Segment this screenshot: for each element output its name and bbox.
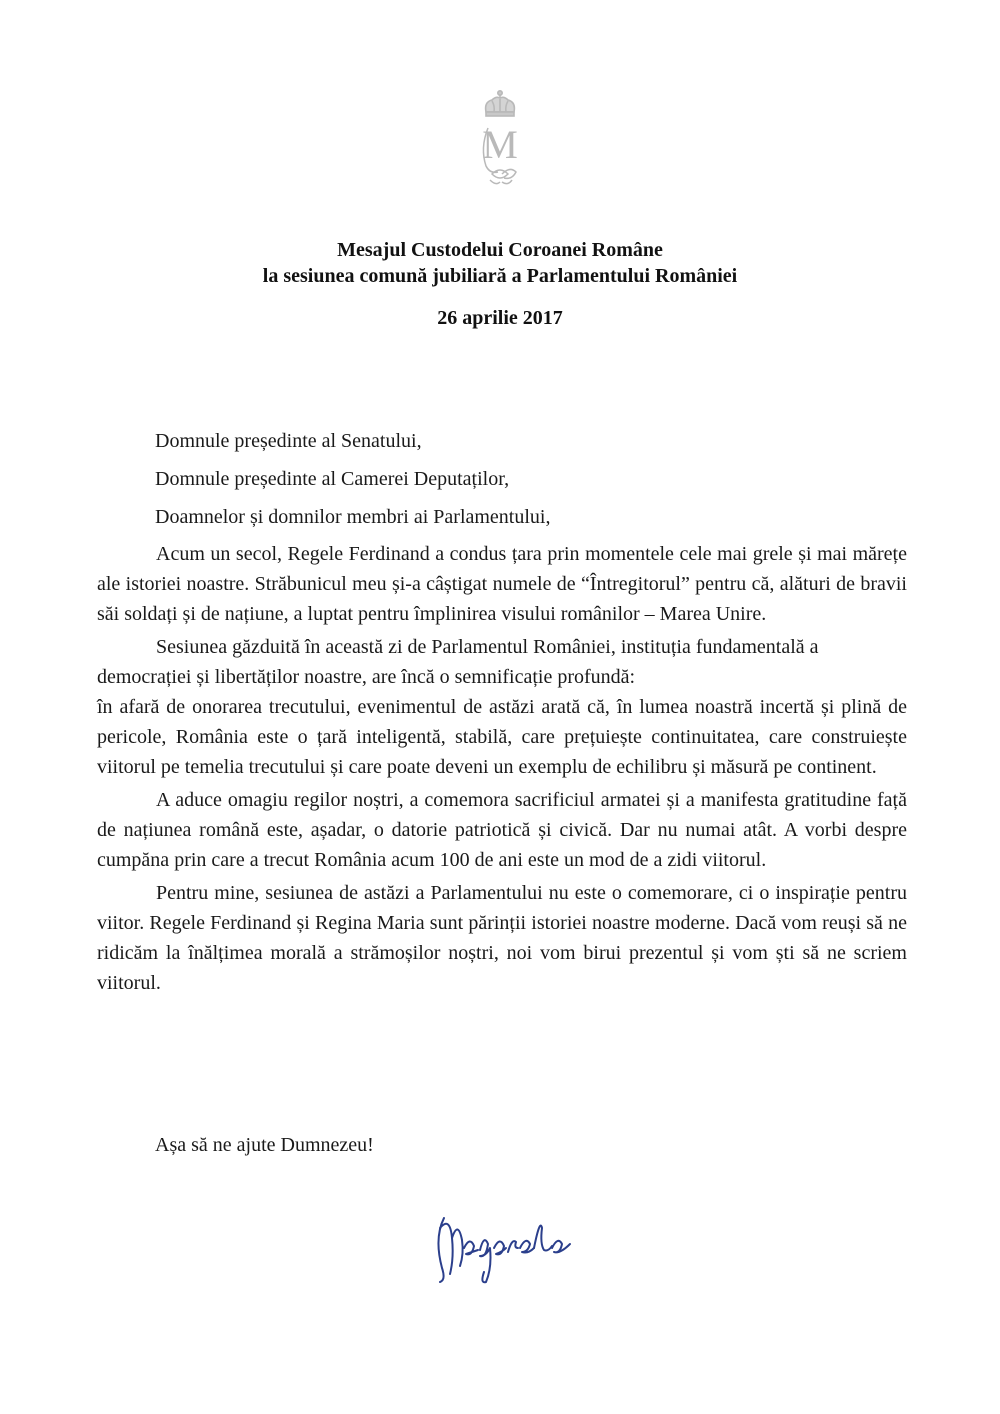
salutation-senate: Domnule președinte al Senatului, [155,430,422,452]
royal-crown-monogram-icon [462,88,538,188]
title-line-1: Mesajul Custodelui Coroanei Române [337,239,663,261]
letter-body [97,539,907,998]
paragraph-3: A aduce omagiu regilor noștri, a comemora sacrificiul armatei și a manifesta gratitudine față de națiunea română este, așadar, o datorie patriotică și civică. Dar nu numai atât. A vorbi despre cumpăna prin care a trecut România acum 100 de ani este un mod de a zidi viitorul. [97,789,907,871]
salutation-block [155,422,965,536]
salutation-chamber: Domnule președinte al Camerei Deputaților, [155,468,510,490]
handwritten-signature [430,1198,580,1288]
monogram-letter: M [482,122,518,167]
paragraph-1: Acum un secol, Regele Ferdinand a condus țara prin momentele cele mai grele și mai mărețe ale istoriei noastre. Străbunicul meu și-a câștigat numele de “Întregitorul” pentru că, alături de bravii săi soldați și de națiune, a luptat pentru împlinirea visului românilor – Marea Unire. [97,543,907,625]
salutation-members: Doamnelor și domnilor membri ai Parlamentului, [155,506,551,528]
paragraph-2: Sesiunea găzduită în această zi de Parlamentul României, instituția fundamentală a democrației și libertăților noastre, are încă o semnificație profundă: [97,636,819,688]
paragraph-4: Pentru mine, sesiunea de astăzi a Parlamentului nu este o comemorare, ci o inspirație pentru viitor. Regele Ferdinand și Regina Maria sunt părinții istoriei noastre moderne. Dacă vom reuși să ne ridicăm la înălțimea morală a strămoșilor noștri, noi vom birui prezentul și vom ști să ne scriem viitorul. [97,882,907,994]
title-line-2: la sesiunea comună jubiliară a Parlamentului României [262,265,738,287]
closing-line: Așa să ne ajute Dumnezeu! [155,1134,374,1156]
letter-date: 26 aprilie 2017 [437,307,563,329]
paragraph-2-continued: în afară de onorarea trecutului, evenimentul de astăzi arată că, în lumea noastră incertă și plină de pericole, România este o țară inteligentă, stabilă, care prețuiește continuitatea, care construiește viitorul pe temelia trecutului și care poate deveni un exemplu de echilibru și măsură pe continent. [97,696,907,778]
